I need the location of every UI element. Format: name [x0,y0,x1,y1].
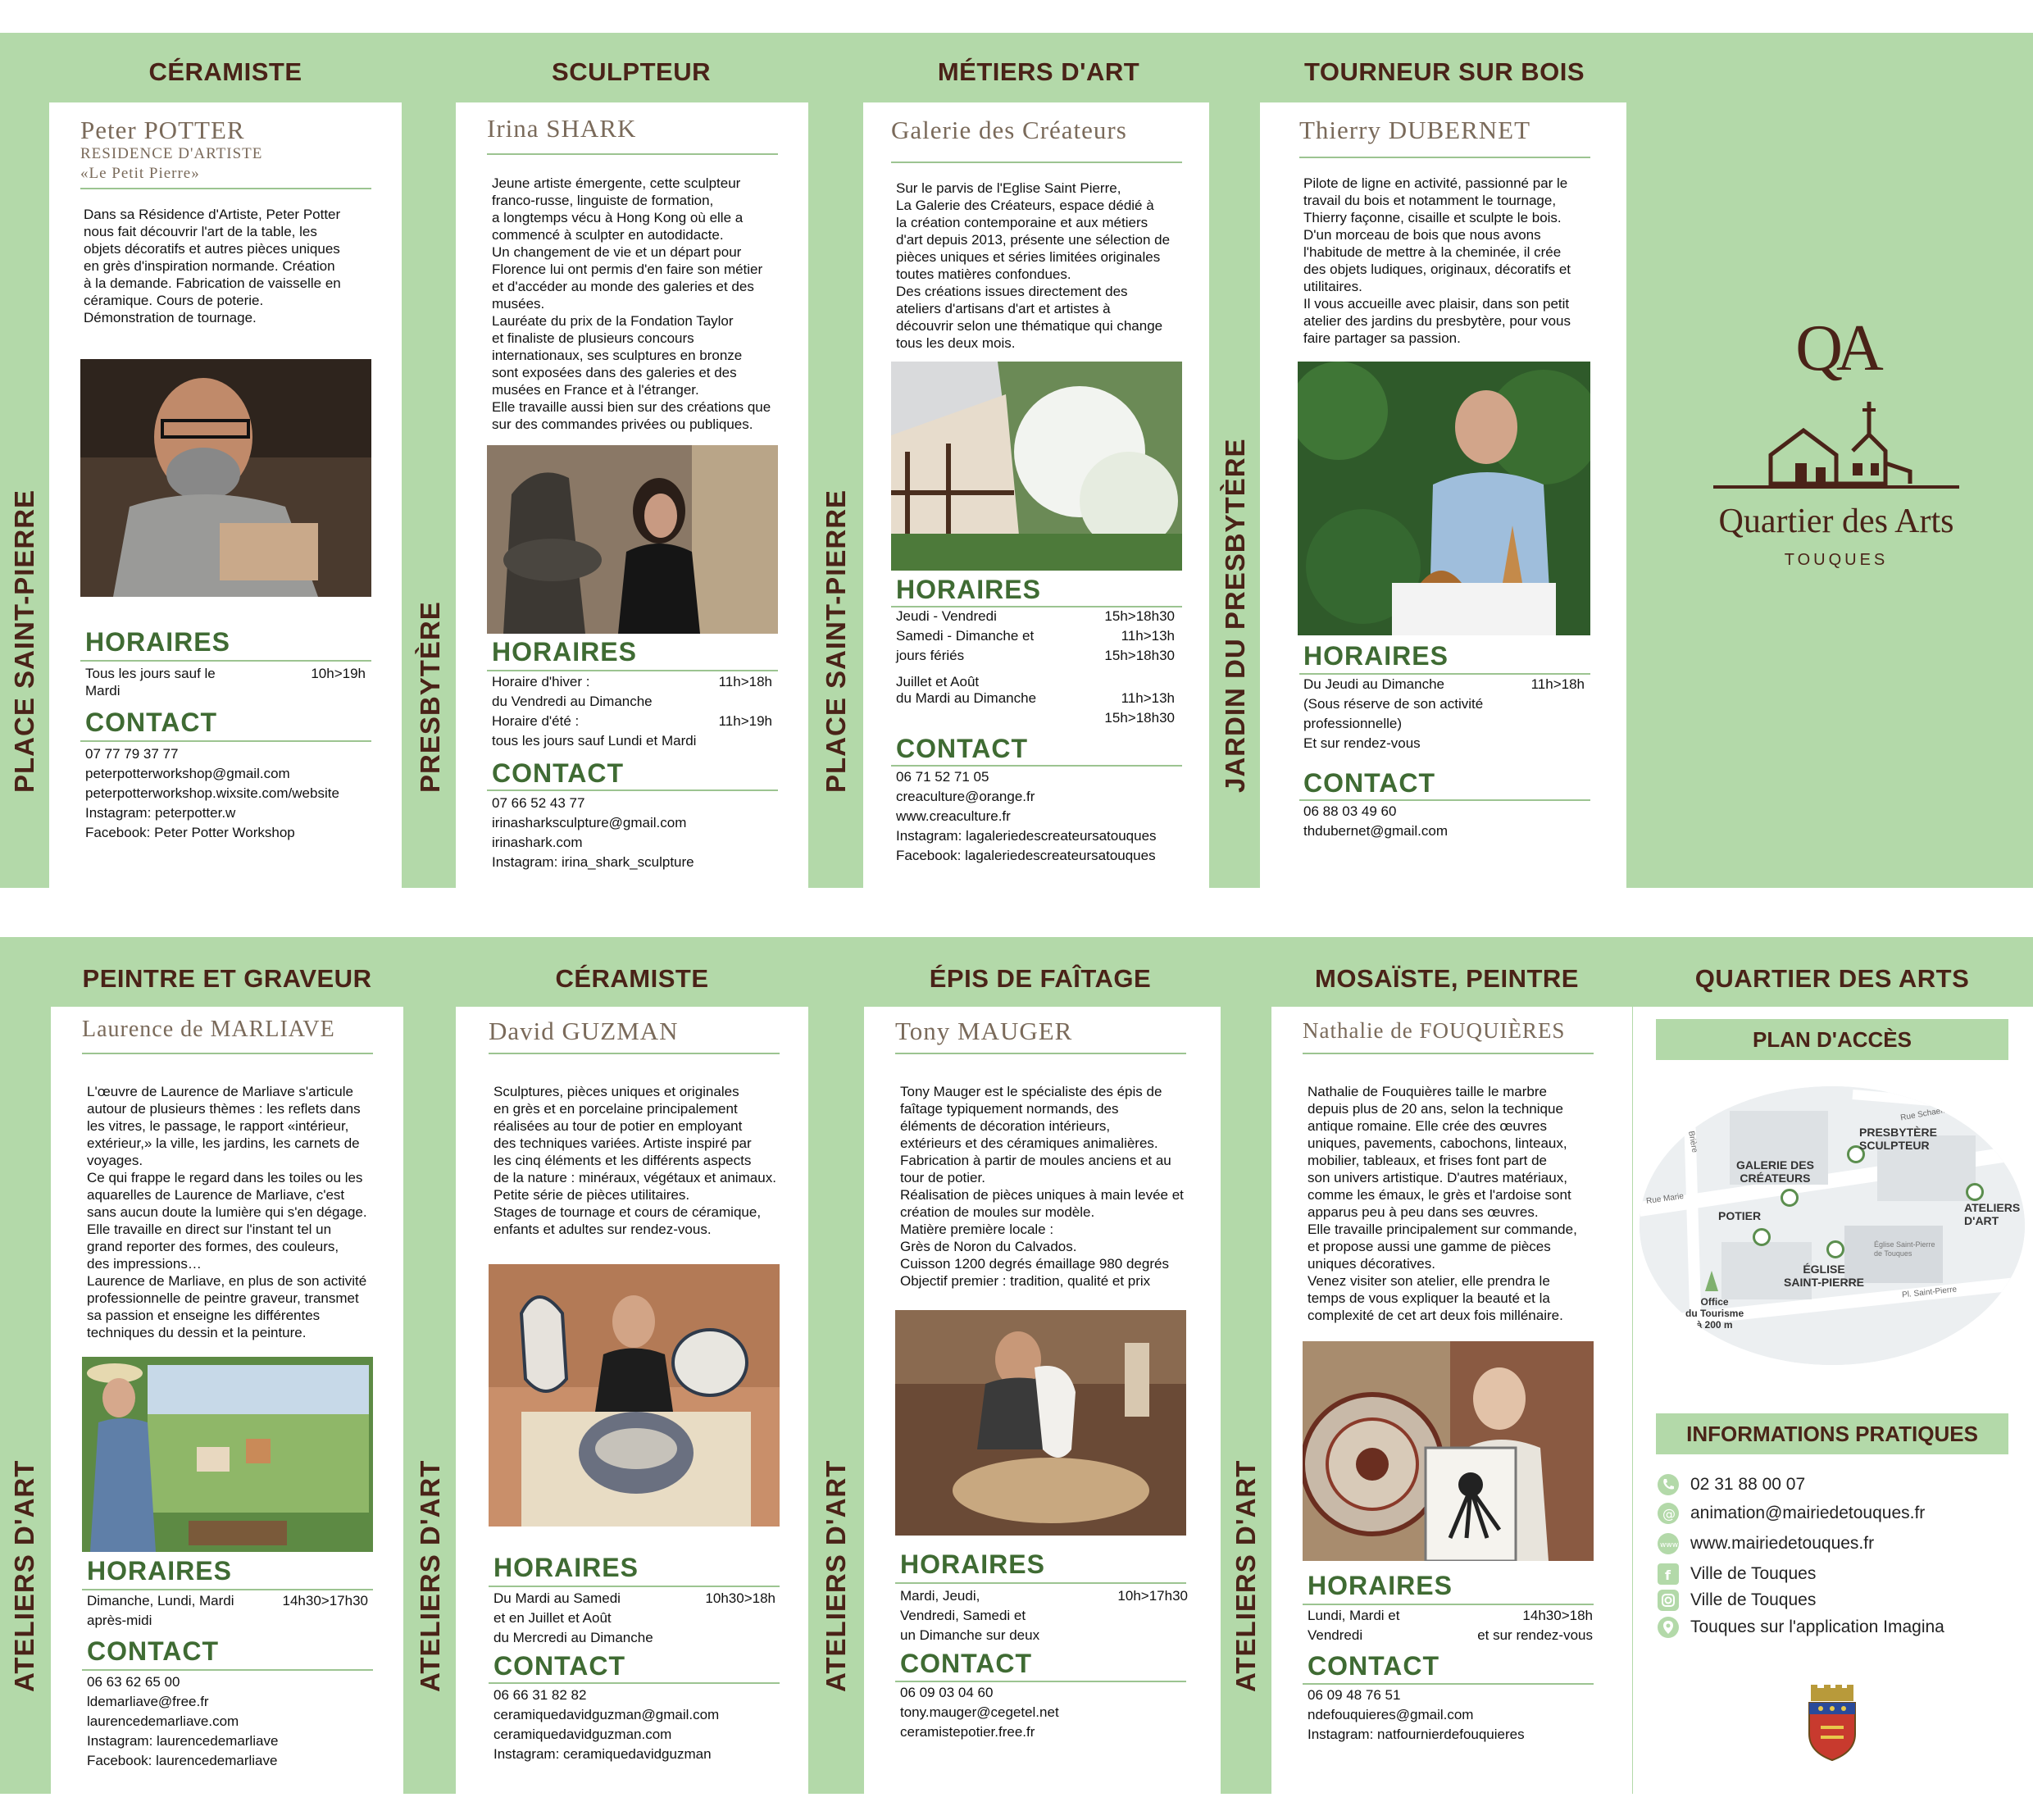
map-street-schaeffer: Rue Schaeffer [1899,1104,1953,1123]
artist-subtitle: RESIDENCE D'ARTISTE [80,145,263,162]
artist-subtitle-2: «Le Petit Pierre» [80,165,200,182]
artist-panel [1271,1007,1632,1794]
side-label: PRESBYTÈRE [415,601,445,793]
svg-text:@: @ [1662,1506,1676,1522]
divider [82,1589,373,1590]
info-pratiques-label: INFORMATIONS PRATIQUES [1656,1413,2008,1454]
horaires-hours: 10h>19h [311,666,366,681]
horaires-title: HORAIRES [1303,641,1449,671]
divider [1303,1683,1594,1685]
side-label: ATELIERS D'ART [415,1459,445,1692]
coat-of-arms-icon [1799,1685,1865,1767]
artist-panel [51,1007,403,1794]
contact-title: CONTACT [1308,1651,1440,1681]
divider [489,1682,780,1684]
panel-header: TOURNEUR SUR BOIS [1303,57,1585,86]
divider [895,1681,1186,1682]
artist-name: Laurence de MARLIAVE [82,1017,335,1042]
artist-description: Nathalie de Fouquières taille le marbre depuis plus de 20 ans, selon la technique antique romaine. Elle crée des œuvres uniques, pavements, cabochons, linteaux, mobilier, tableaux, et frises font part de son univers artistique. D'autres matériaux, comme les émaux, le grès et l'ardoise sont apparus peu à peu dans ses œuvres. Elle travaille principalement sur commande, et propose aussi une gamme de pièces uniques décoratives. Venez visiter son atelier, elle prendra le temps de vous expliquer la beauté et la complexité de cet art deux fois millénaire. [1308,1084,1577,1323]
panel-header: SCULPTEUR [552,57,711,86]
divider [895,1053,1186,1054]
artist-panel [864,1007,1221,1794]
info-phone-text: 02 31 88 00 07 [1690,1475,1806,1494]
plan-acces-label: PLAN D'ACCÈS [1656,1019,2008,1060]
panel-header: MOSAÏSTE, PEINTRE [1315,964,1579,993]
artist-name: Thierry DUBERNET [1299,116,1531,144]
panel-header: PEINTRE ET GRAVEUR [82,964,372,993]
divider [891,162,1182,163]
map-label-ateliers: ATELIERS D'ART [1964,1201,2021,1227]
map-label-presbytere: PRESBYTÈRE SCULPTEUR [1859,1126,1937,1152]
horaires-hours: 10h30>18h [705,1590,775,1606]
divider [487,153,778,155]
contact-info: 06 71 52 71 05 creaculture@orange.fr www.creaculture.fr Instagram: lagaleriedescreateursatouques Facebook: lagaleriedescreateursatouques [896,769,1157,863]
horaires-hours: 11h>18h [1530,676,1585,692]
artist-panel [49,102,402,888]
divider [489,1053,780,1054]
divider [80,660,371,662]
location-icon [1658,1617,1679,1638]
contact-title: CONTACT [492,758,625,788]
potter-workshop-photo-icon [895,1310,1186,1536]
horaires-hours: 11h>18h 11h>19h [718,674,772,729]
horaires-days: Horaire d'hiver : du Vendredi au Dimanche Horaire d'été : tous les jours sauf Lundi et Mardi [492,674,697,748]
woodturner-photo-icon [1298,362,1590,635]
horaires-hours: 14h30>18h et sur rendez-vous [1477,1608,1593,1643]
horaires-days: Jeudi - Vendredi Samedi - Dimanche et jours fériés [896,608,1035,663]
horaires-title: HORAIRES [492,637,637,667]
side-label: JARDIN DU PRESBYTÈRE [1220,438,1250,793]
info-imagina-text: Touques sur l'application Imagina [1690,1618,1944,1636]
side-label: ATELIERS D'ART [9,1459,39,1692]
horaires-title: HORAIRES [1308,1571,1453,1600]
web-icon [1658,1533,1679,1554]
artist-photo [1303,1341,1594,1561]
access-map[interactable] [1640,1086,2025,1365]
info-website-text: www.mairiedetouques.fr [1690,1534,1875,1553]
instagram-icon [1658,1590,1679,1611]
divider [1299,157,1590,158]
sculptor-photo-icon [487,445,778,634]
horaires-days: Dimanche, Lundi, Mardi après-midi [87,1593,234,1628]
contact-title: CONTACT [493,1651,626,1681]
info-phone[interactable] [1658,1472,1805,1497]
horaires-hours-summer: 11h>13h 15h>18h30 [1104,690,1175,726]
contact-info: 06 66 31 82 82 ceramiquedavidguzman@gmail.com ceramiquedavidguzman.com Instagram: ceramiquedavidguzman [493,1687,720,1762]
ceramist-photo-icon [489,1264,780,1527]
logo-monogram: QA [1795,312,1877,384]
church-icon [1672,394,2000,492]
divider [1299,799,1590,801]
artist-panel [456,102,808,888]
artist-name: David GUZMAN [489,1017,679,1045]
at-icon [1658,1503,1679,1524]
info-facebook-text: Ville de Touques [1690,1564,1817,1583]
gallery-photo-icon [891,362,1182,571]
logo [1672,312,2000,582]
divider [487,670,778,671]
divider [80,740,371,742]
artist-panel [456,1007,808,1794]
horaires-days-summer: Juillet et Août du Mardi au Dimanche [896,674,1037,706]
divider [82,1669,373,1671]
panel-header: ÉPIS DE FAÎTAGE [929,964,1152,993]
horaires-title: HORAIRES [900,1549,1045,1579]
artist-photo [82,1357,373,1552]
coat-of-arms [1799,1685,1865,1767]
map-street-marie: Rue Marie [1645,1191,1685,1207]
divider [489,1586,780,1587]
map-street-briere: R. Brière [1684,1120,1699,1153]
artist-description: Sur le parvis de l'Eglise Saint Pierre, La Galerie des Créateurs, espace dédié à la création contemporaine et aux métiers d'art depuis 2013, présente une sélection de pièces uniques et séries limitées originales toutes matières confondues. Des créations issues directement des ateliers d'artisans d'art et artistes à découvrir selon une thématique qui change tous les deux mois. [896,180,1171,351]
artist-name: Galerie des Créateurs [891,116,1127,144]
artist-description: Pilote de ligne en activité, passionné par le travail du bois et notamment le tournage, Thierry façonne, cisaille et sculpte le bois. D'un morceau de bois que nous avons l'habitude de mettre à la cheminée, il crée des objets ludiques, originaux, décoratifs et utilitaires. Il vous accueille avec plaisir, dans son petit atelier des jardins du presbytère, pour vous faire partager sa passion. [1303,175,1571,346]
contact-title: CONTACT [900,1649,1033,1678]
panel-header: QUARTIER DES ARTS [1694,964,1970,993]
panel-header: MÉTIERS D'ART [937,57,1140,86]
phone-icon [1658,1474,1679,1495]
contact-info: 06 09 48 76 51 ndefouquieres@gmail.com Instagram: natfournierdefouquieres [1308,1687,1525,1742]
map-street-place: Pl. Saint-Pierre [1901,1285,1958,1300]
side-label: PLACE SAINT-PIERRE [9,489,39,793]
artist-photo [1298,362,1590,635]
horaires-days: Tous les jours sauf le Mardi [85,666,216,698]
horaires-title: HORAIRES [87,1556,232,1586]
info-website[interactable] [1658,1531,1874,1556]
map-marker-potier[interactable] [1753,1228,1771,1246]
info-facebook[interactable] [1658,1562,1816,1586]
artist-panel [1260,102,1626,888]
facebook-icon [1658,1563,1679,1585]
artist-description: Dans sa Résidence d'Artiste, Peter Potter nous fait découvrir l'art de la table, les objets décoratifs et autres pièces uniques en grès d'inspiration normande. Création à la demande. Fabrication de vaisselle en céramique. Cours de poterie. Démonstration de tournage. [84,207,341,325]
artist-photo [487,445,778,634]
map-label-potier: POTIER [1718,1209,1762,1222]
mosaic-photo-icon [1303,1341,1594,1561]
divider [895,1582,1186,1584]
horaires-title: HORAIRES [896,575,1041,604]
map-label-galerie: GALERIE DES CRÉATEURS [1736,1158,1814,1185]
side-label: ATELIERS D'ART [1230,1459,1261,1692]
contact-info: 07 66 52 43 77 irinasharksculpture@gmail.com irinashark.com Instagram: irina_shark_sculpture [492,795,694,870]
map-marker-galerie[interactable] [1781,1189,1799,1207]
panel-header: CÉRAMISTE [148,57,302,86]
svg-text:www: www [1660,1541,1679,1549]
artist-photo [80,359,371,597]
painter-photo-icon [82,1357,373,1552]
horaires-days: Mardi, Jeudi, Vendredi, Samedi et un Dimanche sur deux [900,1588,1040,1643]
horaires-days: Lundi, Mardi et Vendredi [1308,1608,1400,1643]
artist-description: L'œuvre de Laurence de Marliave s'articule autour de plusieurs thèmes : les reflets dans les vitres, le passage, le rapport «intérieur, extérieur,» la ville, les jardins, les carnets de voyages. Ce qui frappe le regard dans les toiles ou les aquarelles de Laurence de Marliave, c'est sans aucun doute la lumière qui s'en dégage. Elle travaille en direct sur l'instant tel un grand reporter des formes, des couleurs, des impressions… Laurence de Marliave, en plus de son activité professionnelle de peintre graveur, transmet sa passion et enseigne les différentes techniques du dessin et la peinture. [87,1084,367,1340]
artist-name: Irina SHARK [487,114,637,143]
contact-info: 06 09 03 04 60 tony.mauger@cegetel.net ceramistepotier.free.fr [900,1685,1059,1740]
contact-title: CONTACT [896,734,1029,763]
contact-title: CONTACT [1303,768,1436,798]
logo-title: Quartier des Arts [1718,503,1954,540]
info-email-text: animation@mairiedetouques.fr [1690,1504,1926,1522]
contact-info: 07 77 79 37 77 peterpotterworkshop@gmail.com peterpotterworkshop.wixsite.com/website Instagram: peterpotter.w Facebook: Peter Potter Workshop [85,746,339,840]
horaires-days: Du Jeudi au Dimanche (Sous réserve de son activité professionnelle) Et sur rendez-vous [1303,676,1484,751]
info-instagram-text: Ville de Touques [1690,1590,1817,1609]
logo-subtitle: TOUQUES [1784,551,1889,569]
divider [1303,1604,1594,1605]
map-street-eglise: Église Saint-Pierre de Touques [1874,1240,1935,1258]
contact-title: CONTACT [85,708,218,737]
panel-header: CÉRAMISTE [555,964,709,993]
artist-name: Tony MAUGER [895,1017,1073,1045]
map-marker-eglise[interactable] [1826,1240,1844,1258]
artist-name: Peter POTTER [80,116,245,144]
info-instagram[interactable] [1658,1588,1816,1613]
contact-title: CONTACT [87,1636,220,1666]
potter-photo-icon [80,359,371,597]
info-email[interactable] [1658,1501,1925,1526]
side-label: PLACE SAINT-PIERRE [821,489,851,793]
horaires-title: HORAIRES [493,1553,639,1582]
contact-info: 06 88 03 49 60 thdubernet@gmail.com [1303,803,1449,839]
svg-text:f: f [1665,1567,1671,1583]
contact-info: 06 63 62 65 00 ldemarliave@free.fr laurencedemarliave.com Instagram: laurencedemarliave Facebook: laurencedemarliave [87,1674,279,1768]
artist-photo [891,362,1182,571]
artist-photo [895,1310,1186,1536]
artist-description: Tony Mauger est le spécialiste des épis de faîtage typiquement normands, des éléments de décoration intérieurs, extérieurs et des céramiques animalières. Fabrication à partir de moules anciens et au tour de potier. Réalisation de pièces uniques à main levée et création de moules sur modèle. Matière première locale : Grès de Noron du Calvados. Cuisson 1200 degrés émaillage 980 degrés Objectif premier : tradition, qualité et prix [900,1084,1184,1289]
map-marker-ateliers[interactable] [1966,1183,1984,1201]
divider [82,1053,373,1054]
horaires-hours: 10h>17h30 [1117,1588,1188,1604]
artist-panel [863,102,1209,888]
divider [80,188,371,189]
horaires-hours: 15h>18h30 11h>13h 15h>18h30 [1104,608,1175,663]
artist-description: Jeune artiste émergente, cette sculpteur franco-russe, linguiste de formation, a longtemps vécu à Hong Kong où elle a commencé à sculpter en autodidacte. Un changement de vie et un départ pour Florence lui ont permis d'en faire son métier et d'accéder au monde des galeries et des musées. Lauréate du prix de la Fondation Taylor et finaliste de plusieurs concours internationaux, ses sculptures en bronze sont exposées dans des galeries et des musées en France et à l'étranger. Elle travaille aussi bien sur des créations que sur des commandes privées ou publiques. [492,175,771,432]
map-label-office: Office du Tourisme à 200 m [1685,1296,1744,1331]
divider [891,765,1182,767]
side-label: ATELIERS D'ART [821,1459,851,1692]
map-label-eglise: ÉGLISE SAINT-PIERRE [1784,1263,1865,1289]
divider [1303,1053,1594,1054]
horaires-hours: 14h30>17h30 [282,1593,368,1608]
info-imagina[interactable] [1658,1615,1944,1640]
horaires-days: Du Mardi au Samedi et en Juillet et Août du Mercredi au Dimanche [493,1590,653,1645]
artist-name: Nathalie de FOUQUIÈRES [1303,1018,1566,1043]
artist-description: Sculptures, pièces uniques et originales en grès et en porcelaine principalement réalisées au tour de potier en employant des techniques variées. Artiste inspiré par les cinq éléments et les différents aspects de la nature : minéraux, végétaux et animaux. Petite série de pièces utilitaires. Stages de tournage et cours de céramique, enfants et adultes sur rendez-vous. [493,1084,776,1237]
divider [487,789,778,791]
artist-photo [489,1264,780,1527]
horaires-title: HORAIRES [85,627,230,657]
